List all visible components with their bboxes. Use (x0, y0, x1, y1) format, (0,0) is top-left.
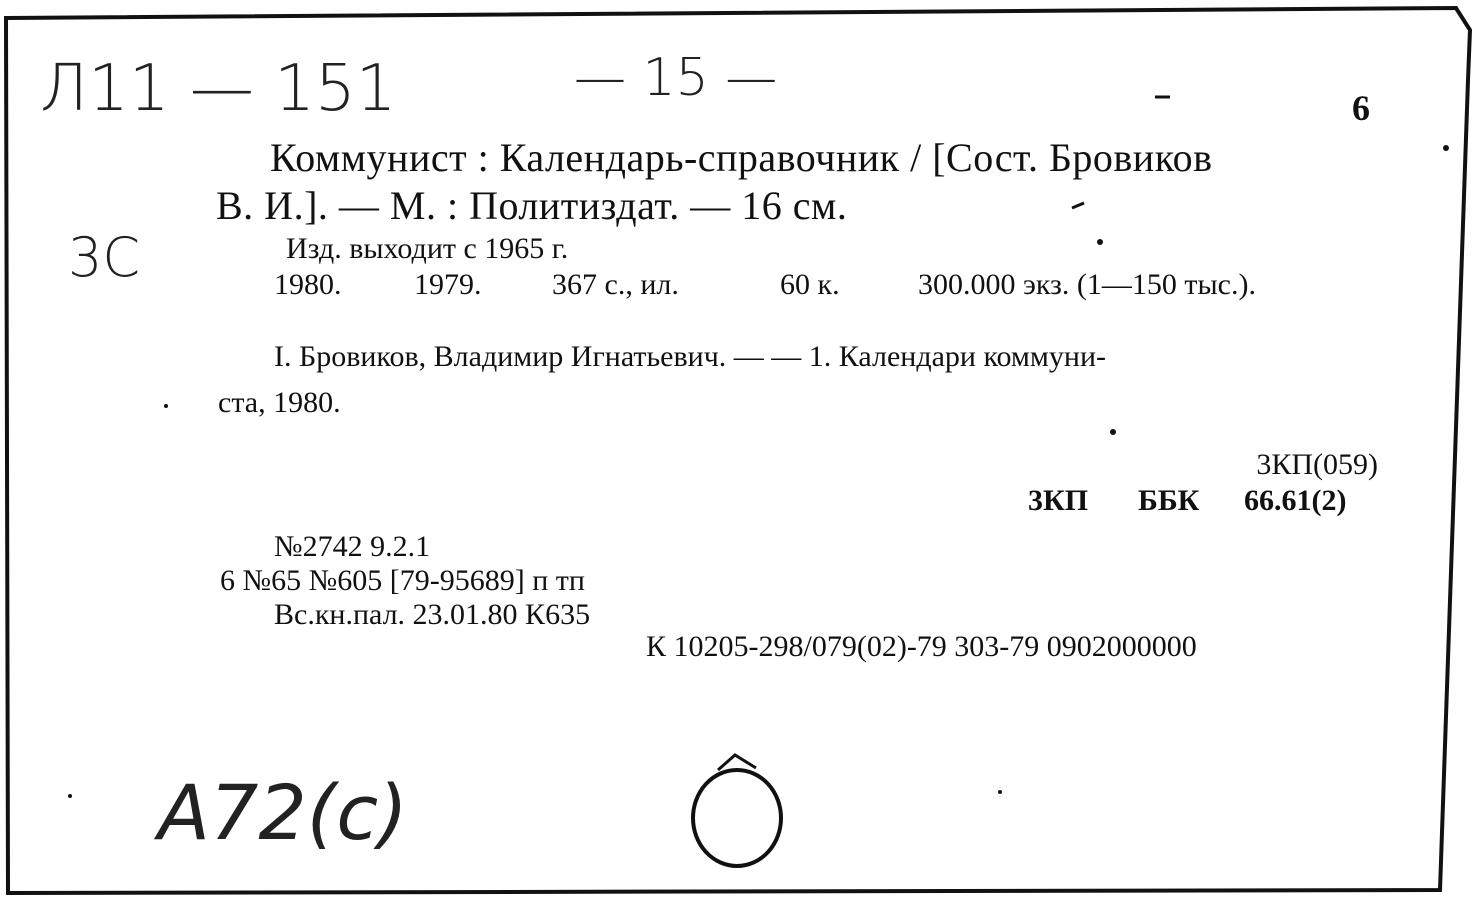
page-number: — 15 — (574, 48, 778, 108)
entry-line-2: В. И.]. — М. : Политиздат. — 16 см. (216, 183, 848, 228)
classification-index-1: 3КП (1028, 484, 1089, 517)
tracing-line-1: I. Бровиков, Владимир Игнатьевич. — — 1. Календари коммуни- (274, 340, 1107, 373)
classification-bbk: ББК (1138, 484, 1200, 517)
code-line-2: 6 №65 №605 [79-95689] п тп (220, 564, 585, 597)
card-count: 6 (1352, 88, 1370, 128)
handwritten-note: 3С (68, 226, 141, 289)
punch-hole-icon (693, 770, 781, 866)
handwritten-shelfmark: Л11 — 151 (40, 52, 397, 126)
classification-code: 3КП(059) (1256, 448, 1378, 481)
tracing-line-2: ста, 1980. (218, 386, 341, 419)
code-line-1: №2742 9.2.1 (274, 530, 431, 563)
code-line-3: Вс.кн.пал. 23.01.80 К635 (274, 598, 591, 631)
imprint-print-run: 300.000 экз. (1—150 тыс.). (918, 268, 1256, 301)
imprint-date: 1979. (414, 268, 482, 301)
imprint-price: 60 к. (780, 268, 840, 301)
classification-bbk-number: 66.61(2) (1244, 484, 1347, 517)
code-line-4: К 10205-298/079(02)-79 303-79 0902000000 (646, 630, 1197, 663)
handwritten-code: А72(с) (158, 768, 408, 857)
publication-note: Изд. выходит с 1965 г. (286, 232, 569, 265)
imprint-year: 1980. (274, 268, 342, 301)
entry-line-1: Коммунист : Календарь-справочник / [Сост. Бровиков (270, 135, 1213, 180)
imprint-pages: 367 с., ил. (552, 268, 679, 301)
